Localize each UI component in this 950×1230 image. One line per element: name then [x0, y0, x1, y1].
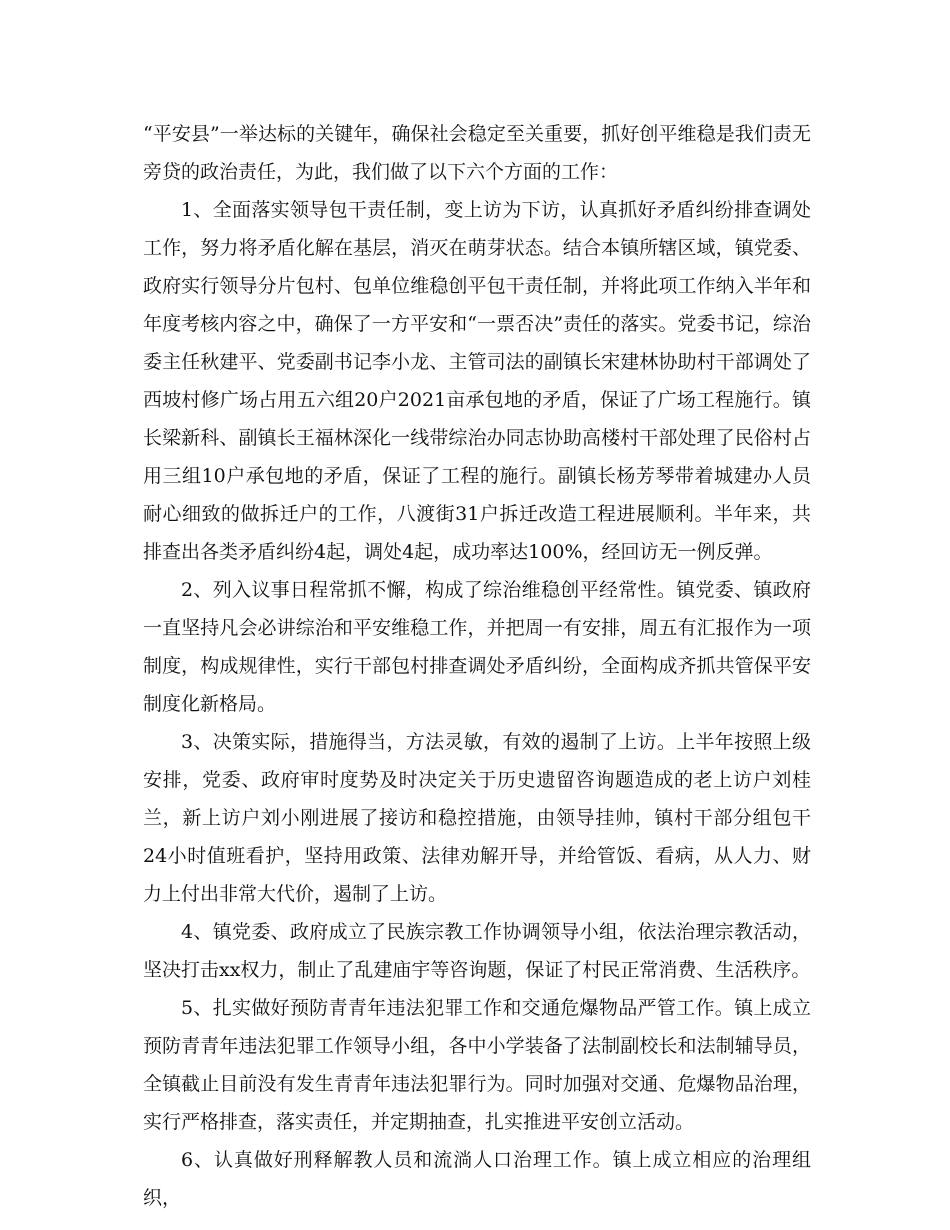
- paragraph-item-1: 1、全面落实领导包干责任制，变上访为下访，认真抓好矛盾纠纷排查调处工作，努力将矛盾化解在基层，消灭在萌芽状态。结合本镇所辖区域，镇党委、政府实行领导分片包村、包单位维稳创平包干责任制，并将此项工作纳入半年和年度考核内容之中，确保了一方平安和“一票否决”责任的落实。党委书记，综治委主任秋建平、党委副书记李小龙、主管司法的副镇长宋建林协助村干部调处了西坡村修广场占用五六组20户2021亩承包地的矛盾，保证了广场工程施行。镇长梁新科、副镇长王福林深化一线带综治办同志协助高楼村干部处理了民俗村占用三组10户承包地的矛盾，保证了工程的施行。副镇长杨芳琴带着城建办人员耐心细致的做拆迁户的工作，八渡街31户拆迁改造工程进展顺利。半年来，共排查出各类矛盾纠纷4起，调处4起，成功率达100%，经回访无一例反弹。: [143, 199, 811, 563]
- paragraph-item-2: 2、列入议事日程常抓不懈，构成了综治维稳创平经常性。镇党委、镇政府一直坚持凡会必讲综治和平安维稳工作，并把周一有安排，周五有汇报作为一项制度，构成规律性，实行干部包村排查调处矛盾纠纷，全面构成齐抓共管保平安制度化新格局。: [143, 579, 811, 715]
- paragraph-item-5: 5、扎实做好预防青青年违法犯罪工作和交通危爆物品严管工作。镇上成立预防青青年违法犯罪工作领导小组，各中小学装备了法制副校长和法制辅导员，全镇截止目前没有发生青青年违法犯罪行为。同时加强对交通、危爆物品治理，实行严格排查，落实责任，并定期抽查，扎实推进平安创立活动。: [143, 997, 811, 1133]
- document-body: [143, 115, 811, 1217]
- paragraph-intro: “平安县”一举达标的关键年，确保社会稳定至关重要，抓好创平维稳是我们责无旁贷的政治责任，为此，我们做了以下六个方面的工作：: [143, 123, 811, 183]
- paragraph-item-3: 3、决策实际，措施得当，方法灵敏，有效的遏制了上访。上半年按照上级安排，党委、政府审时度势及时决定关于历史遗留咨询题造成的老上访户刘桂兰，新上访户刘小刚进展了接访和稳控措施，由领导挂帅，镇村干部分组包干24小时值班看护，坚持用政策、法律劝解开导，并给管饭、看病，从人力、财力上付出非常大代价，遏制了上访。: [143, 731, 811, 905]
- paragraph-item-4: 4、镇党委、政府成立了民族宗教工作协调领导小组，依法治理宗教活动，坚决打击xx权力，制止了乱建庙宇等咨询题，保证了村民正常消费、生活秩序。: [143, 921, 811, 981]
- paragraph-item-6: 6、认真做好刑释解教人员和流淌人口治理工作。镇上成立相应的治理组织，: [143, 1149, 811, 1209]
